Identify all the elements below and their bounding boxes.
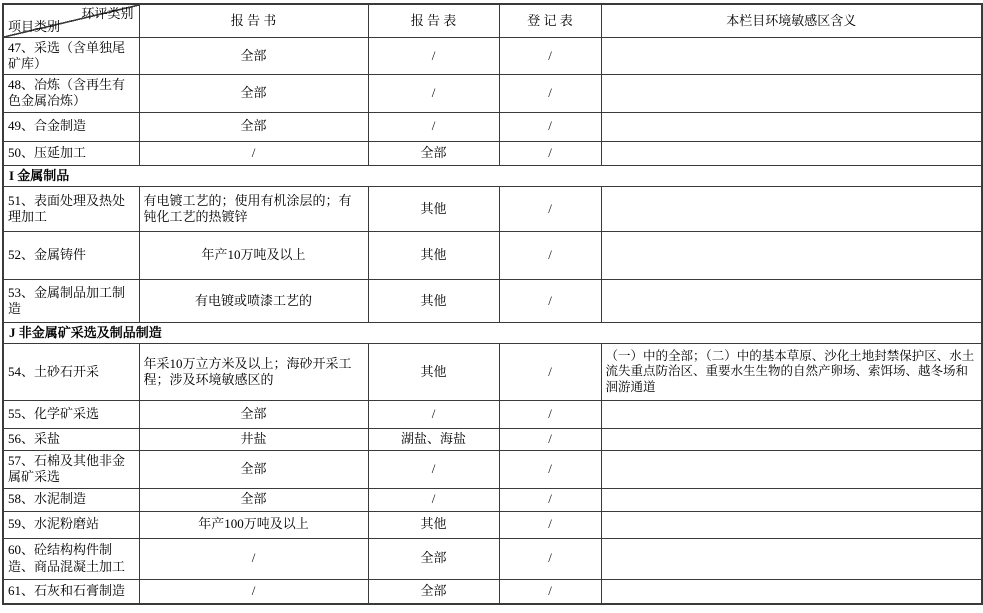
report-form-cell: /	[368, 488, 499, 511]
section-row-i-metal-products	[3, 165, 982, 186]
sensitive-area-note-cell	[601, 279, 982, 322]
project-category-cell: 56、采盐	[3, 429, 139, 451]
report-form-cell: /	[368, 451, 499, 489]
report-book-cell: /	[139, 579, 368, 604]
table-row-48	[3, 75, 982, 113]
report-form-cell: 其他	[368, 279, 499, 322]
report-form-cell: 湖盐、海盐	[368, 429, 499, 451]
sensitive-area-note-cell	[601, 488, 982, 511]
header-row	[3, 4, 982, 37]
sensitive-area-note-cell: （一）中的全部；（二）中的基本草原、沙化土地封禁保护区、水土流失重点防治区、重要水生生物的自然产卵场、索饵场、越冬场和洄游通道	[601, 344, 982, 401]
report-book-cell: /	[139, 538, 368, 579]
registration-form-cell: /	[499, 579, 601, 604]
sensitive-area-note-cell	[601, 75, 982, 113]
registration-form-cell: /	[499, 401, 601, 429]
report-book-cell: /	[139, 141, 368, 165]
project-category-cell: 52、金属铸件	[3, 231, 139, 279]
sensitive-area-note-cell	[601, 37, 982, 75]
report-book-cell: 全部	[139, 401, 368, 429]
project-category-cell: 48、冶炼（含再生有色金属冶炼）	[3, 75, 139, 113]
section-title: J 非金属矿采选及制品制造	[3, 322, 982, 343]
project-category-cell: 47、采选（含单独尾矿库）	[3, 37, 139, 75]
report-form-cell: 全部	[368, 141, 499, 165]
table-row-56	[3, 429, 982, 451]
report-form-cell: /	[368, 37, 499, 75]
report-book-cell: 年产100万吨及以上	[139, 511, 368, 538]
registration-form-cell: /	[499, 451, 601, 489]
project-category-cell: 51、表面处理及热处理加工	[3, 186, 139, 231]
report-book-cell: 有电镀工艺的；使用有机涂层的；有钝化工艺的热镀锌	[139, 186, 368, 231]
report-form-cell: /	[368, 75, 499, 113]
table-row-60	[3, 538, 982, 579]
report-book-cell: 有电镀或喷漆工艺的	[139, 279, 368, 322]
report-book-cell: 全部	[139, 488, 368, 511]
sensitive-area-note-cell	[601, 451, 982, 489]
sensitive-area-note-cell	[601, 186, 982, 231]
project-category-cell: 50、压延加工	[3, 141, 139, 165]
registration-form-cell: /	[499, 75, 601, 113]
registration-form-cell: /	[499, 511, 601, 538]
report-book-cell: 井盐	[139, 429, 368, 451]
table-row-50	[3, 141, 982, 165]
report-form-cell: /	[368, 401, 499, 429]
project-category-cell: 49、合金制造	[3, 112, 139, 141]
column-header-report-book: 报 告 书	[139, 4, 368, 37]
report-book-cell: 全部	[139, 75, 368, 113]
project-category-cell: 55、化学矿采选	[3, 401, 139, 429]
sensitive-area-note-cell	[601, 579, 982, 604]
table-row-58	[3, 488, 982, 511]
project-category-cell: 61、石灰和石膏制造	[3, 579, 139, 604]
registration-form-cell: /	[499, 112, 601, 141]
sensitive-area-note-cell	[601, 112, 982, 141]
project-category-cell: 60、砼结构构件制造、商品混凝土加工	[3, 538, 139, 579]
registration-form-cell: /	[499, 429, 601, 451]
table-row-53	[3, 279, 982, 322]
project-category-cell: 59、水泥粉磨站	[3, 511, 139, 538]
table-row-55	[3, 401, 982, 429]
project-category-cell: 57、石棉及其他非金属矿采选	[3, 451, 139, 489]
report-form-cell: 其他	[368, 511, 499, 538]
registration-form-cell: /	[499, 141, 601, 165]
report-book-cell: 全部	[139, 112, 368, 141]
registration-form-cell: /	[499, 186, 601, 231]
sensitive-area-note-cell	[601, 141, 982, 165]
report-book-cell: 全部	[139, 451, 368, 489]
column-header-sensitive-area-note: 本栏目环境敏感区含义	[601, 4, 982, 37]
sensitive-area-note-cell	[601, 401, 982, 429]
table-row-61	[3, 579, 982, 604]
table-row-57	[3, 451, 982, 489]
registration-form-cell: /	[499, 488, 601, 511]
table-row-59	[3, 511, 982, 538]
project-category-cell: 58、水泥制造	[3, 488, 139, 511]
project-category-cell: 54、土砂石开采	[3, 344, 139, 401]
registration-form-cell: /	[499, 231, 601, 279]
report-book-cell: 全部	[139, 37, 368, 75]
report-form-cell: 全部	[368, 579, 499, 604]
report-book-cell: 年采10万立方米及以上；海砂开采工程；涉及环境敏感区的	[139, 344, 368, 401]
sensitive-area-note-cell	[601, 538, 982, 579]
section-row-j-nonmetal-minerals	[3, 322, 982, 343]
registration-form-cell: /	[499, 538, 601, 579]
table-row-51	[3, 186, 982, 231]
report-form-cell: 其他	[368, 231, 499, 279]
diagonal-header-cell	[3, 4, 139, 37]
table-row-49	[3, 112, 982, 141]
report-form-cell: 其他	[368, 344, 499, 401]
column-header-report-form: 报 告 表	[368, 4, 499, 37]
sensitive-area-note-cell	[601, 511, 982, 538]
sensitive-area-note-cell	[601, 429, 982, 451]
registration-form-cell: /	[499, 37, 601, 75]
header-project-category-label: 项目类别	[8, 19, 61, 35]
header-eia-category-label: 环评类别	[81, 6, 134, 21]
table-row-47	[3, 37, 982, 75]
project-category-cell: 53、金属制品加工制造	[3, 279, 139, 322]
report-form-cell: 全部	[368, 538, 499, 579]
report-form-cell: 其他	[368, 186, 499, 231]
section-title: I 金属制品	[3, 165, 982, 186]
report-form-cell: /	[368, 112, 499, 141]
report-book-cell: 年产10万吨及以上	[139, 231, 368, 279]
registration-form-cell: /	[499, 344, 601, 401]
sensitive-area-note-cell	[601, 231, 982, 279]
registration-form-cell: /	[499, 279, 601, 322]
table-row-52	[3, 231, 982, 279]
table-row-54	[3, 344, 982, 401]
eia-category-table	[2, 3, 983, 605]
column-header-registration-form: 登 记 表	[499, 4, 601, 37]
